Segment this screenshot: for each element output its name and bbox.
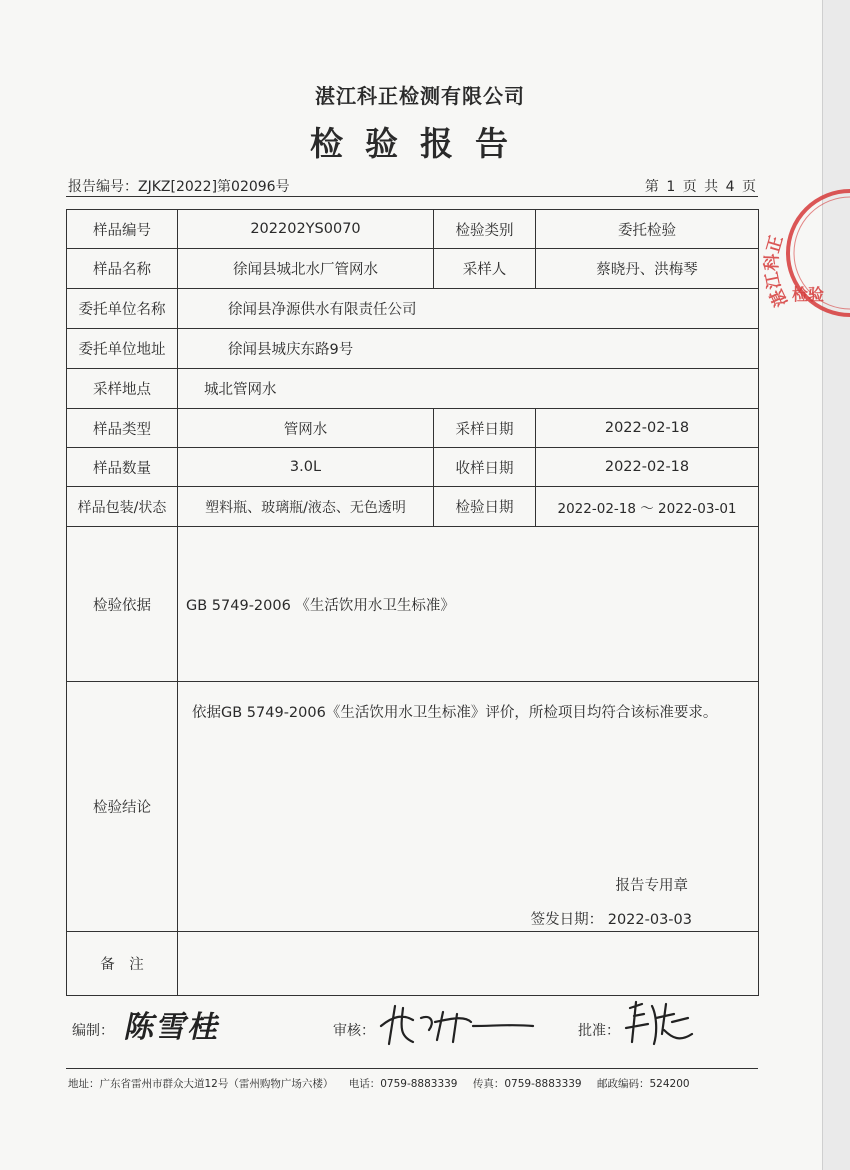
sample-no-label: 样品编号 xyxy=(67,210,178,249)
reviewer-handwritten-signature xyxy=(373,996,543,1048)
table-row xyxy=(67,682,759,932)
sample-name-label: 样品名称 xyxy=(67,249,178,289)
sample-type-label: 样品类型 xyxy=(67,409,178,448)
test-type-value: 委托检验 xyxy=(536,210,759,249)
sampling-date-label: 采样日期 xyxy=(434,409,536,448)
remark-label: 备 注 xyxy=(67,932,178,996)
footer-postcode: 邮政编码：524200 xyxy=(596,1078,690,1090)
seal-label: 报告专用章 xyxy=(615,878,688,894)
table-row xyxy=(67,409,759,448)
editor-signature-block xyxy=(72,1010,225,1045)
company-name: 湛江科正检测有限公司 xyxy=(315,84,525,108)
footer xyxy=(68,1076,702,1091)
svg-text:检验: 检验 xyxy=(792,285,825,304)
basis-value: GB 5749-2006 《生活饮用水卫生标准》 xyxy=(178,527,759,682)
editor-handwritten-signature: 陈雪桂 xyxy=(121,1010,225,1045)
footer-fax: 传真：0759-8883339 xyxy=(472,1078,582,1090)
client-label: 委托单位名称 xyxy=(67,289,178,329)
test-type-label: 检验类别 xyxy=(434,210,536,249)
client-value: 徐闻县净源供水有限责任公司 xyxy=(178,289,759,329)
editor-label: 编制： xyxy=(72,1023,114,1039)
sample-no-value: 202202YS0070 xyxy=(178,210,434,249)
footer-phone: 电话：0759-8883339 xyxy=(348,1078,458,1090)
conclusion-cell xyxy=(178,682,759,932)
table-row xyxy=(67,527,759,682)
report-table xyxy=(66,209,759,996)
footer-divider xyxy=(66,1068,758,1069)
basis-label: 检验依据 xyxy=(67,527,178,682)
sample-type-value: 管网水 xyxy=(178,409,434,448)
approver-label: 批准： xyxy=(578,1023,620,1039)
table-row xyxy=(67,210,759,249)
reviewer-label: 审核： xyxy=(333,1023,375,1039)
conclusion-text: 依据GB 5749-2006《生活饮用水卫生标准》评价，所检项目均符合该标准要求。 xyxy=(192,705,718,721)
quantity-label: 样品数量 xyxy=(67,448,178,487)
table-row xyxy=(67,249,759,289)
reviewer-signature-block xyxy=(333,1020,375,1040)
footer-address: 地址：广东省雷州市群众大道12号（雷州购物广场六楼） xyxy=(68,1078,334,1090)
test-date-value: 2022-02-18 ～ 2022-03-01 xyxy=(536,487,759,527)
sampling-site-label: 采样地点 xyxy=(67,369,178,409)
table-row xyxy=(67,289,759,329)
approver-handwritten-signature xyxy=(622,994,702,1050)
table-row xyxy=(67,448,759,487)
sampling-date-value: 2022-02-18 xyxy=(536,409,759,448)
remark-value xyxy=(178,932,759,996)
receive-date-label: 收样日期 xyxy=(434,448,536,487)
table-row xyxy=(67,369,759,409)
red-seal-stamp xyxy=(758,168,850,338)
table-row xyxy=(67,487,759,527)
table-row xyxy=(67,932,759,996)
table-row xyxy=(67,329,759,369)
sampler-value: 蔡晓丹、洪梅琴 xyxy=(536,249,759,289)
packaging-label: 样品包装/状态 xyxy=(67,487,178,527)
page-info: 第 1 页 共 4 页 xyxy=(644,179,756,195)
report-number: 报告编号：ZJKZ[2022]第02096号 xyxy=(68,179,290,195)
approver-signature-block xyxy=(578,1020,620,1040)
receive-date-value: 2022-02-18 xyxy=(536,448,759,487)
client-address-label: 委托单位地址 xyxy=(67,329,178,369)
header-divider xyxy=(66,196,758,197)
issue-date: 签发日期： 2022-03-03 xyxy=(530,912,692,928)
packaging-value: 塑料瓶、玻璃瓶/液态、无色透明 xyxy=(178,487,434,527)
quantity-value: 3.0L xyxy=(178,448,434,487)
conclusion-label: 检验结论 xyxy=(67,682,178,932)
svg-text:湛江科正: 湛江科正 xyxy=(761,233,793,310)
sample-name-value: 徐闻县城北水厂管网水 xyxy=(178,249,434,289)
client-address-value: 徐闻县城庆东路9号 xyxy=(178,329,759,369)
test-date-label: 检验日期 xyxy=(434,487,536,527)
sampler-label: 采样人 xyxy=(434,249,536,289)
report-title: 检验报告 xyxy=(310,124,530,163)
sampling-site-value: 城北管网水 xyxy=(178,369,759,409)
